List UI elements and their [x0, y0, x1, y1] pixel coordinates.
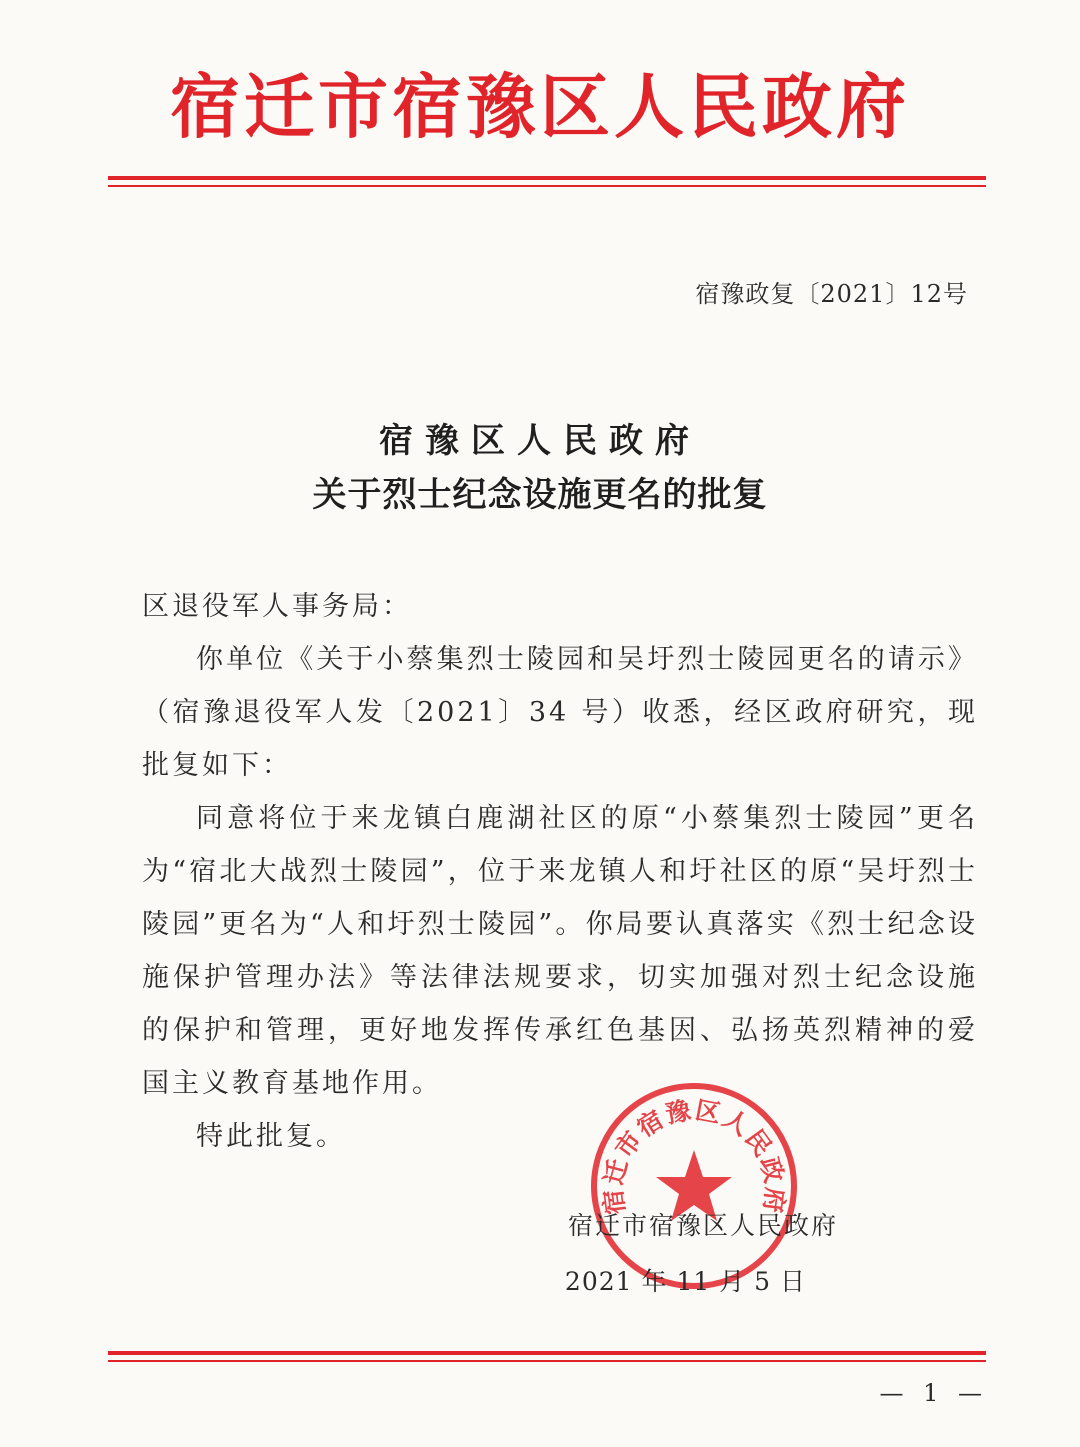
document-number: 宿豫政复〔2021〕12号: [695, 280, 968, 308]
body-paragraph: 特此批复。: [196, 1121, 346, 1152]
document-title-line2: 关于烈士纪念设施更名的批复: [312, 475, 768, 515]
document-title-line1: 宿豫区人民政府: [379, 421, 701, 461]
addressee: 区退役军人事务局：: [142, 591, 412, 622]
issuer-masthead: 宿迁市宿豫区人民政府: [170, 65, 910, 148]
document-body: [142, 580, 978, 1163]
masthead-rule-thin: [108, 185, 986, 187]
body-paragraph: 同意将位于来龙镇白鹿湖社区的原“小蔡集烈士陵园”更名为“宿北大战烈士陵园”，位于来龙镇人和圩社区的原“吴圩烈士陵园”更名为“人和圩烈士陵园”。你局要认真落实《烈士纪念设施保护管理办法》等法律法规要求，切实加强对烈士纪念设施的保护和管理，更好地发挥传承红色基因、弘扬英烈精神的爱国主义教育基地作用。: [142, 803, 978, 1099]
body-paragraph: 你单位《关于小蔡集烈士陵园和吴圩烈士陵园更名的请示》（宿豫退役军人发〔2021〕34 号）收悉，经区政府研究，现批复如下：: [142, 644, 978, 781]
footer-rule-thin: [108, 1360, 986, 1362]
svg-text:宿迁市宿豫区人民政府: 宿迁市宿豫区人民政府: [598, 1095, 790, 1217]
masthead-rule-thick: [108, 176, 986, 180]
signature: 宿迁市宿豫区人民政府: [567, 1211, 838, 1240]
issue-date: 2021 年 11 月 5 日: [564, 1267, 806, 1296]
page-number: — 1 —: [879, 1379, 988, 1407]
footer-rule-thick: [108, 1351, 986, 1355]
